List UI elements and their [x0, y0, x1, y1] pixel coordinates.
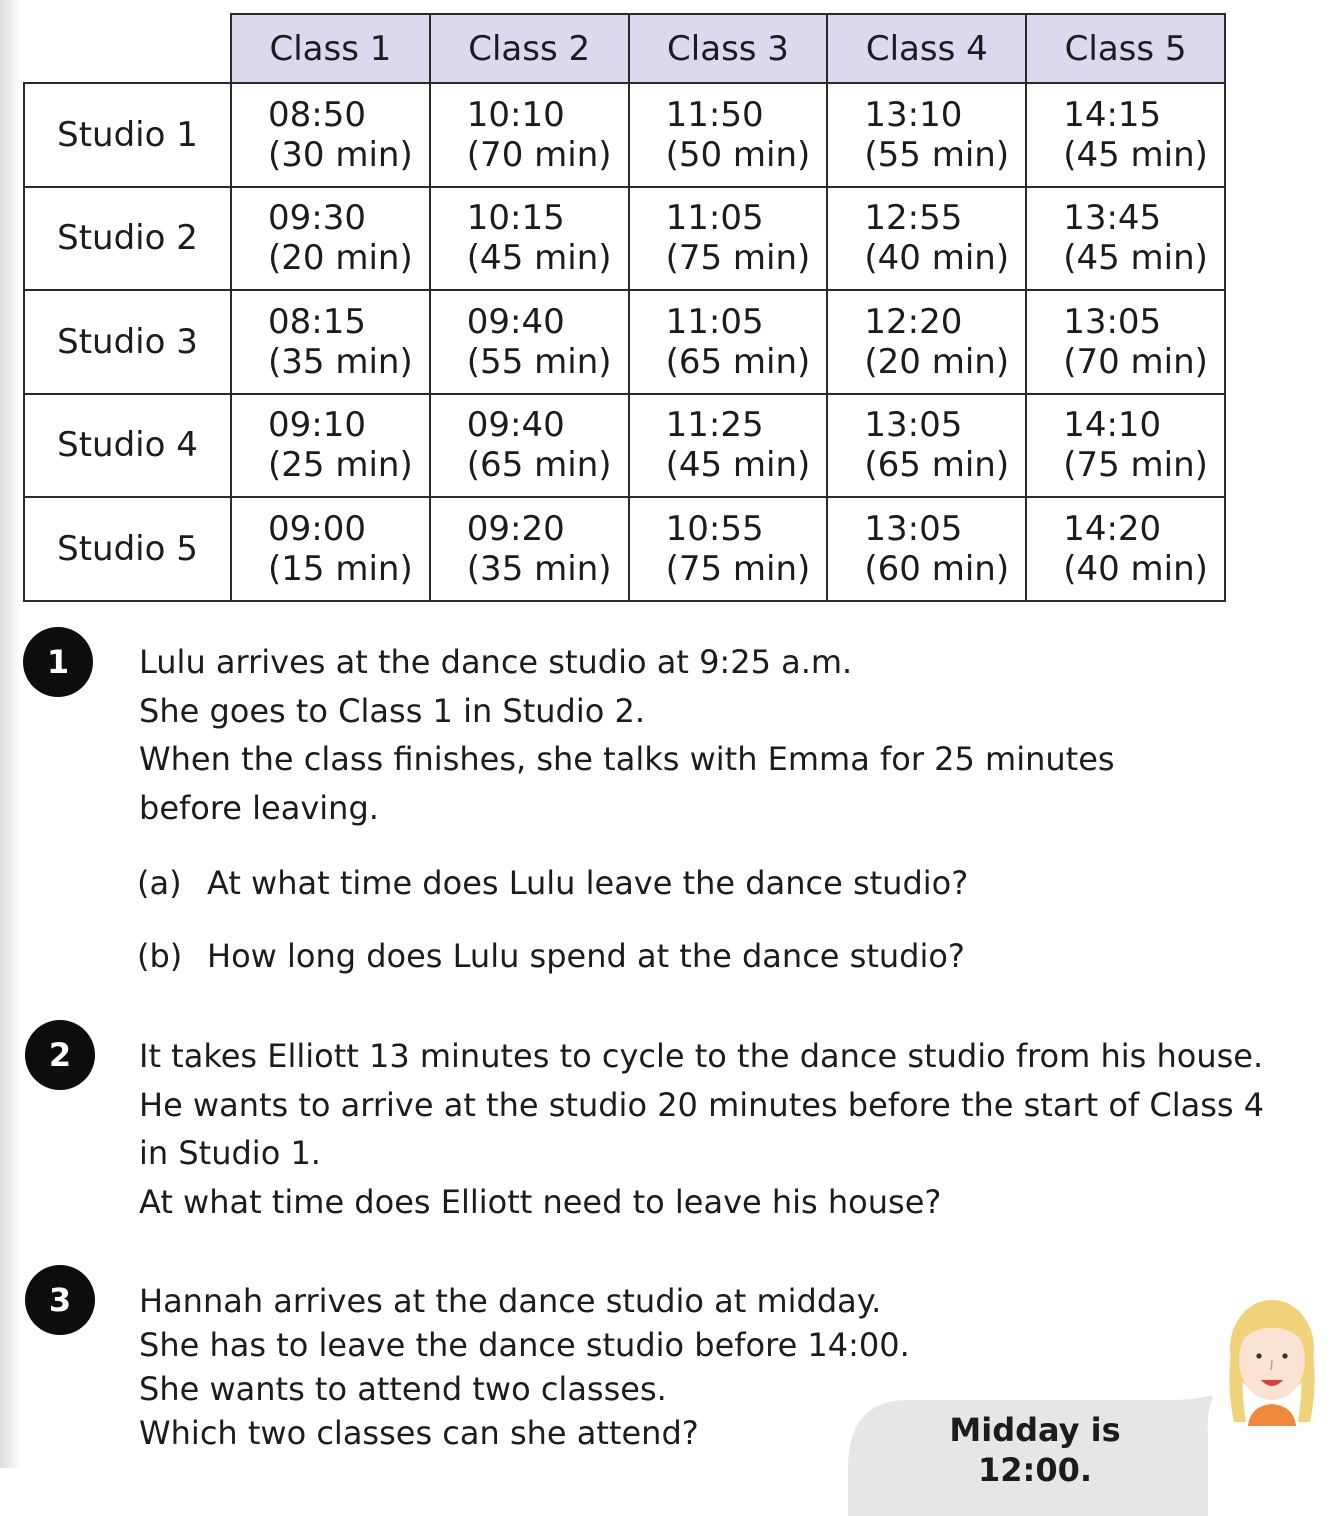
studio-3-row [24, 290, 1225, 394]
session-start-time: 10:10 [466, 94, 565, 135]
session-start-time: 11:05 [665, 301, 764, 342]
studio-label: Studio 2 [24, 187, 231, 291]
session-start-time: 09:00 [268, 508, 366, 549]
session-start-time: 09:40 [466, 301, 565, 342]
session-duration: (45 min) [665, 445, 811, 486]
session-cell [231, 394, 430, 498]
session-cell [1026, 497, 1225, 601]
class-header-row [24, 14, 1225, 83]
studio-label: Studio 1 [24, 83, 231, 187]
studio-label: Studio 3 [24, 290, 231, 394]
question-line: Which two classes can she attend? [139, 1414, 699, 1452]
session-start-time: 09:20 [466, 508, 565, 549]
session-cell [629, 187, 828, 291]
question-3-text [139, 1279, 910, 1455]
session-cell [629, 497, 828, 601]
studio-label: Studio 4 [24, 394, 231, 498]
studio-4-row [24, 394, 1225, 498]
session-start-time: 11:25 [665, 405, 764, 446]
studio-5-row [24, 497, 1225, 601]
session-cell [231, 187, 430, 291]
page-edge-shadow [0, 0, 22, 1468]
question-2-text [139, 1032, 1264, 1226]
session-cell [231, 83, 430, 187]
studio-label: Studio 5 [24, 497, 231, 601]
session-start-time: 09:10 [268, 405, 366, 446]
session-duration: (70 min) [466, 134, 612, 175]
session-duration: (40 min) [864, 238, 1010, 279]
sub-question-text: How long does Lulu spend at the dance studio? [207, 937, 965, 975]
session-duration: (35 min) [466, 548, 612, 589]
question-line: Lulu arrives at the dance studio at 9:25 a.m. [139, 643, 853, 681]
session-duration: (65 min) [665, 341, 811, 382]
session-cell [827, 394, 1026, 498]
session-cell [430, 394, 629, 498]
question-1b [137, 937, 965, 975]
session-start-time: 11:05 [665, 198, 764, 239]
studio-2-row [24, 187, 1225, 291]
question-line: It takes Elliott 13 minutes to cycle to the dance studio from his house. [139, 1037, 1264, 1075]
session-duration: (75 min) [665, 548, 811, 589]
session-cell [231, 497, 430, 601]
session-start-time: 14:20 [1063, 508, 1162, 549]
session-cell [629, 83, 828, 187]
girl-character-illustration [1226, 1296, 1318, 1426]
question-line: He wants to arrive at the studio 20 minutes before the start of Class 4 [139, 1085, 1265, 1124]
question-2-number: 2 [25, 1020, 95, 1090]
session-start-time: 11:50 [665, 94, 764, 135]
session-cell [827, 290, 1026, 394]
session-duration: (65 min) [864, 445, 1010, 486]
session-start-time: 08:50 [268, 94, 366, 135]
session-cell [1026, 187, 1225, 291]
session-start-time: 14:10 [1063, 405, 1162, 446]
session-duration: (75 min) [1063, 445, 1208, 486]
question-line: before leaving. [139, 788, 379, 827]
question-line: At what time does Elliott need to leave his house? [139, 1182, 942, 1221]
class-4-header: Class 4 [827, 14, 1026, 83]
question-1-text [139, 638, 1115, 832]
session-start-time: 13:05 [1063, 301, 1162, 342]
question-line: She goes to Class 1 in Studio 2. [139, 691, 646, 730]
session-cell [1026, 290, 1225, 394]
session-cell [827, 83, 1026, 187]
session-start-time: 09:40 [466, 405, 565, 446]
session-start-time: 12:20 [864, 301, 963, 342]
table-corner [24, 14, 231, 83]
question-line: in Studio 1. [139, 1134, 321, 1172]
session-duration: (20 min) [268, 238, 413, 279]
session-start-time: 12:55 [864, 198, 963, 239]
session-cell [1026, 394, 1225, 498]
session-duration: (65 min) [466, 445, 612, 486]
session-start-time: 13:05 [864, 405, 963, 446]
session-duration: (75 min) [665, 238, 811, 279]
session-duration: (50 min) [665, 134, 811, 175]
question-line: She wants to attend two classes. [139, 1370, 667, 1408]
session-start-time: 10:15 [466, 198, 565, 239]
sub-question-text: At what time does Lulu leave the dance studio? [207, 864, 969, 902]
session-duration: (60 min) [864, 548, 1010, 589]
session-cell [1026, 83, 1225, 187]
bubble-line: Midday is [949, 1411, 1121, 1449]
question-line: She has to leave the dance studio before 14:00. [139, 1326, 910, 1364]
speech-bubble-text [930, 1410, 1140, 1490]
class-2-header: Class 2 [430, 14, 629, 83]
session-start-time: 13:10 [864, 94, 963, 135]
question-line: Hannah arrives at the dance studio at midday. [139, 1282, 882, 1320]
session-duration: (25 min) [268, 445, 413, 486]
session-start-time: 14:15 [1063, 94, 1162, 135]
class-1-header: Class 1 [231, 14, 430, 83]
session-duration: (40 min) [1063, 548, 1208, 589]
session-cell [430, 187, 629, 291]
session-cell [629, 394, 828, 498]
sub-question-label: (a) [137, 864, 182, 902]
session-cell [430, 83, 629, 187]
session-start-time: 08:15 [268, 301, 366, 342]
session-cell [629, 290, 828, 394]
session-duration: (45 min) [466, 238, 612, 279]
session-duration: (30 min) [268, 134, 413, 175]
session-start-time: 13:45 [1063, 198, 1162, 239]
session-duration: (55 min) [466, 341, 612, 382]
session-duration: (45 min) [1063, 134, 1208, 175]
class-5-header: Class 5 [1026, 14, 1225, 83]
session-duration: (15 min) [268, 548, 413, 589]
session-duration: (55 min) [864, 134, 1010, 175]
dance-timetable [23, 13, 1226, 602]
bubble-line: 12:00. [977, 1451, 1092, 1489]
session-start-time: 09:30 [268, 198, 366, 239]
question-line: When the class finishes, she talks with Emma for 25 minutes [139, 740, 1115, 778]
session-cell [430, 290, 629, 394]
sub-question-label: (b) [137, 937, 183, 975]
session-cell [827, 187, 1026, 291]
studio-1-row [24, 83, 1225, 187]
session-start-time: 13:05 [864, 508, 963, 549]
session-start-time: 10:55 [665, 508, 764, 549]
session-duration: (20 min) [864, 341, 1010, 382]
session-duration: (45 min) [1063, 238, 1208, 279]
class-3-header: Class 3 [629, 14, 828, 83]
question-1a [137, 864, 968, 902]
question-3-number: 3 [25, 1265, 95, 1335]
session-duration: (35 min) [268, 341, 413, 382]
question-1-number: 1 [23, 627, 93, 697]
session-cell [827, 497, 1026, 601]
session-cell [231, 290, 430, 394]
session-duration: (70 min) [1063, 341, 1208, 382]
session-cell [430, 497, 629, 601]
